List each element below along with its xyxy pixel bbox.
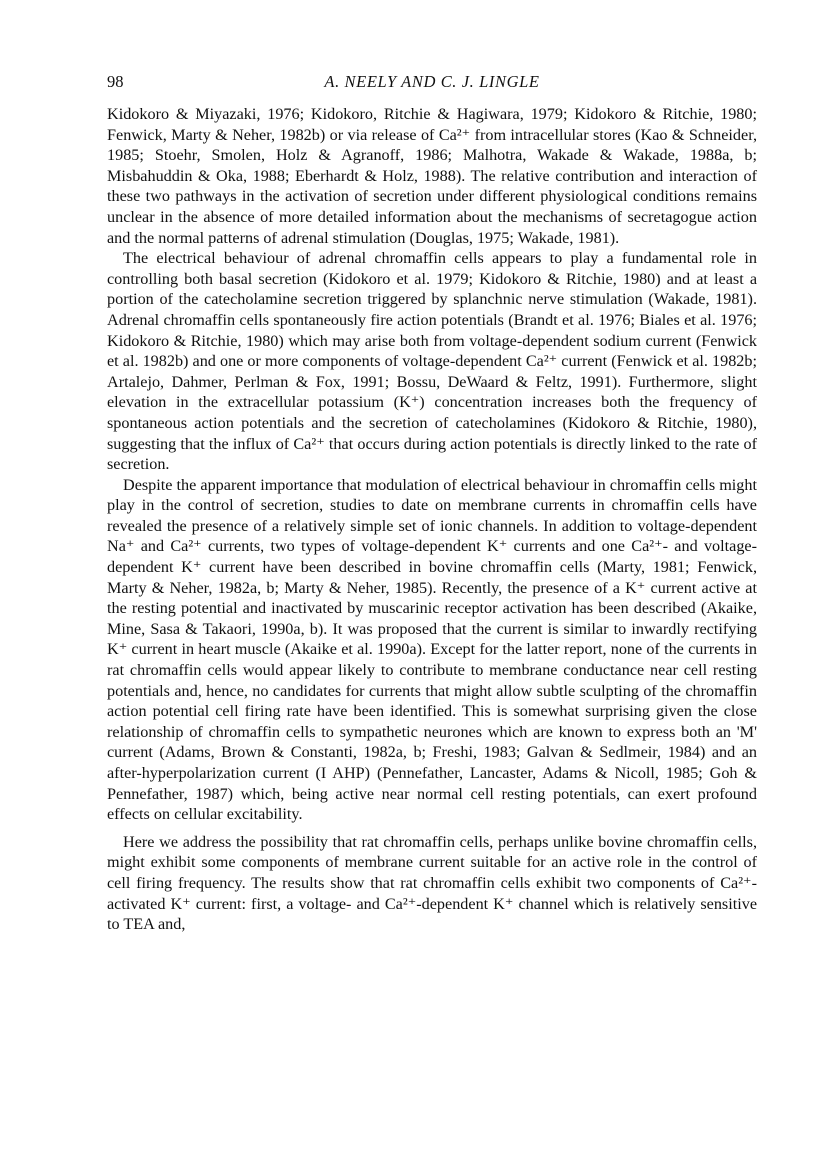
body-text — [107, 104, 757, 935]
running-head: A. NEELY AND C. J. LINGLE — [324, 72, 540, 91]
paragraph-present-study: Here we address the possibility that rat chromaffin cells, perhaps unlike bovine chromaffin cells, might exhibit some components of membrane current suitable for an active role in the control of cell firing frequency. The results show that rat chromaffin cells exhibit two components of Ca²⁺-activated K⁺ current: first, a voltage- and Ca²⁺-dependent K⁺ channel which is relatively sensitive to TEA and, — [107, 832, 757, 934]
paragraph-continuation: Kidokoro & Miyazaki, 1976; Kidokoro, Ritchie & Hagiwara, 1979; Kidokoro & Ritchie, 1980; Fenwick, Marty & Neher, 1982b) or via release of Ca²⁺ from intracellular stores (Kao & Schneider, 1985; Stoehr, Smolen, Holz & Agranoff, 1986; Malhotra, Wakade & Wakade, 1988a, b; Misbahuddin & Oka, 1988; Eberhardt & Holz, 1988). The relative contribution and interaction of these two pathways in the activation of secretion under different physiological conditions remains unclear in the absence of more detailed information about the mechanisms of secretagogue action and the normal patterns of adrenal stimulation (Douglas, 1975; Wakade, 1981). — [107, 105, 757, 247]
page-number: 98 — [107, 72, 124, 91]
paragraph-electrical-behaviour: The electrical behaviour of adrenal chromaffin cells appears to play a fundamental role in controlling both basal secretion (Kidokoro et al. 1979; Kidokoro & Ritchie, 1980) and at least a portion of the catecholamine secretion triggered by splanchnic nerve stimulation (Wakade, 1981). Adrenal chromaffin cells spontaneously fire action potentials (Brandt et al. 1976; Biales et al. 1976; Kidokoro & Ritchie, 1980) which may arise both from voltage-dependent sodium current (Fenwick et al. 1982b) and one or more components of voltage-dependent Ca²⁺ current (Fenwick et al. 1982b; Artalejo, Dahmer, Perlman & Fox, 1991; Bossu, DeWaard & Feltz, 1991). Furthermore, slight elevation in the extracellular potassium (K⁺) concentration increases both the frequency of spontaneous action potentials and the secretion of catecholamines (Kidokoro & Ritchie, 1980), suggesting that the influx of Ca²⁺ that occurs during action potentials is directly linked to the rate of secretion. — [107, 249, 757, 474]
paragraph-membrane-currents: Despite the apparent importance that modulation of electrical behaviour in chromaffin cells might play in the control of secretion, studies to date on membrane currents in chromaffin cells have revealed the presence of a relatively simple set of ionic channels. In addition to voltage-dependent Na⁺ and Ca²⁺ currents, two types of voltage-dependent K⁺ currents and one Ca²⁺- and voltage-dependent K⁺ current have been described in bovine chromaffin cells (Marty, 1981; Fenwick, Marty & Neher, 1982a, b; Marty & Neher, 1985). Recently, the presence of a K⁺ current active at the resting potential and inactivated by muscarinic receptor activation has been described (Akaike, Mine, Sasa & Takaori, 1990a, b). It was proposed that the current is similar to inwardly rectifying K⁺ current in heart muscle (Akaike et al. 1990a). Except for the latter report, none of the currents in rat chromaffin cells would appear likely to contribute to membrane conductance near cell resting potentials and, hence, no candidates for currents that might allow subtle sculpting of the chromaffin action potential cell firing rate have been identified. This is somewhat surprising given the close relationship of chromaffin cells to sympathetic neurones which are known to express both an 'M' current (Adams, Brown & Constanti, 1982a, b; Freshi, 1983; Galvan & Sedlmeir, 1984) and an after-hyperpolarization current (I AHP) (Pennefather, Lancaster, Adams & Nicoll, 1985; Goh & Pennefather, 1987) which, being active near normal cell resting potentials, can exert profound effects on cellular excitability. — [107, 475, 757, 824]
document-page — [107, 72, 757, 935]
page-header — [107, 72, 757, 98]
